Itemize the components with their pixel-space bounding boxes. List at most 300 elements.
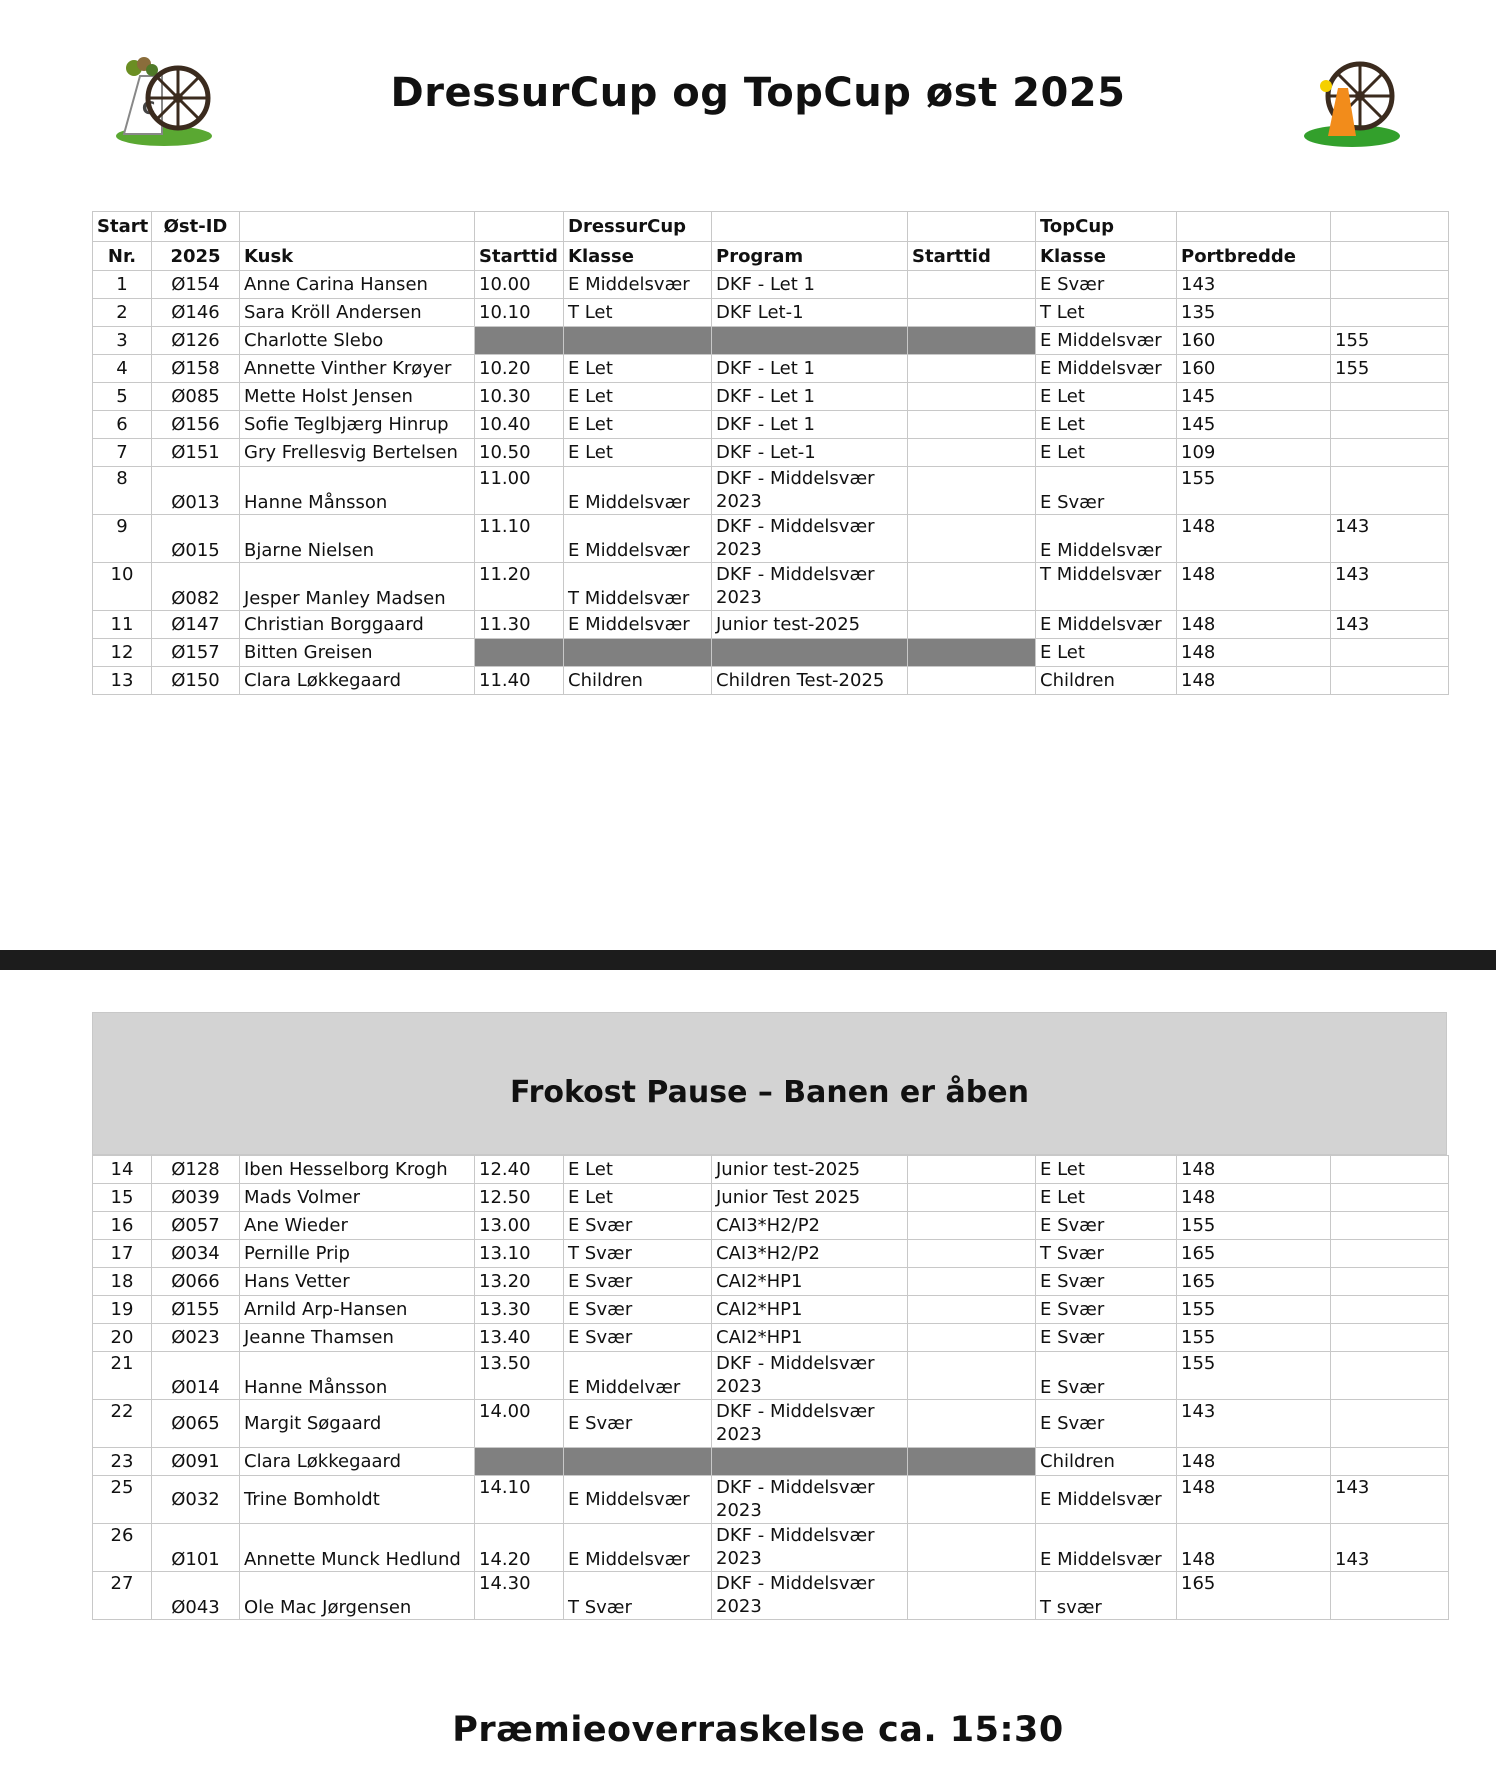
- top-class: E Let: [1036, 383, 1177, 411]
- start-number: 10: [93, 563, 152, 611]
- dressur-class: E Middelsvær: [564, 1524, 712, 1572]
- col-starttid-header: Starttid: [475, 242, 564, 271]
- top-start-time: [908, 563, 1036, 611]
- driver-name: Arnild Arp-Hansen: [240, 1296, 475, 1324]
- table-row: [93, 1572, 1449, 1620]
- gate-width-2: [1331, 1448, 1449, 1476]
- gate-width-2: [1331, 1572, 1449, 1620]
- gate-width: 143: [1177, 1400, 1331, 1448]
- start-time: 10.30: [475, 383, 564, 411]
- rider-id: Ø013: [152, 467, 240, 515]
- start-time: 11.40: [475, 667, 564, 695]
- col-dressur-klasse-header: Klasse: [564, 242, 712, 271]
- header-row: [93, 212, 1449, 242]
- gate-width-2: 155: [1331, 327, 1449, 355]
- gate-width: 155: [1177, 1212, 1331, 1240]
- dressur-class: E Let: [564, 1156, 712, 1184]
- driver-name: Clara Løkkegaard: [240, 667, 475, 695]
- table-row: [93, 1448, 1449, 1476]
- driver-name: Christian Borggaard: [240, 611, 475, 639]
- col-start-header: Start: [93, 212, 152, 242]
- gate-width-2: [1331, 1184, 1449, 1212]
- gate-width: 148: [1177, 1184, 1331, 1212]
- table-row: [93, 1240, 1449, 1268]
- top-start-time: [908, 1572, 1036, 1620]
- top-start-time: [908, 1268, 1036, 1296]
- program: CAI2*HP1: [712, 1324, 908, 1352]
- program: Junior test-2025: [712, 1156, 908, 1184]
- top-start-time: [908, 1352, 1036, 1400]
- dressur-class: E Svær: [564, 1324, 712, 1352]
- start-number: 27: [93, 1572, 152, 1620]
- driver-name: Hanne Månsson: [240, 1352, 475, 1400]
- gate-width-2: [1331, 639, 1449, 667]
- gate-width: 148: [1177, 1476, 1331, 1524]
- gate-width: 148: [1177, 611, 1331, 639]
- table-row: [93, 611, 1449, 639]
- top-start-time: [908, 467, 1036, 515]
- rider-id: Ø155: [152, 1296, 240, 1324]
- gate-width-2: [1331, 667, 1449, 695]
- prize-announcement: Præmieoverraskelse ca. 15:30: [452, 1710, 1064, 1750]
- top-class: Children: [1036, 667, 1177, 695]
- section-divider: [0, 950, 1496, 970]
- table-row: [93, 515, 1449, 563]
- start-time: [475, 1448, 564, 1476]
- driver-name: Gry Frellesvig Bertelsen: [240, 439, 475, 467]
- top-class: E Svær: [1036, 467, 1177, 515]
- driver-name: Mads Volmer: [240, 1184, 475, 1212]
- gate-width: 135: [1177, 299, 1331, 327]
- table-row: [93, 271, 1449, 299]
- driver-name: Annette Vinther Krøyer: [240, 355, 475, 383]
- col-starttid-top-header: Starttid: [908, 242, 1036, 271]
- table-row: [93, 1524, 1449, 1572]
- col-top-klasse-header: Klasse: [1036, 242, 1177, 271]
- top-class: T Middelsvær: [1036, 563, 1177, 611]
- gate-width-2: [1331, 271, 1449, 299]
- start-number: 12: [93, 639, 152, 667]
- start-time: 14.10: [475, 1476, 564, 1524]
- gate-width-2: [1331, 1352, 1449, 1400]
- gate-width: 155: [1177, 1296, 1331, 1324]
- start-number: 22: [93, 1400, 152, 1448]
- start-time: 13.00: [475, 1212, 564, 1240]
- top-start-time: [908, 639, 1036, 667]
- driver-name: Clara Løkkegaard: [240, 1448, 475, 1476]
- gate-width-2: [1331, 1212, 1449, 1240]
- table-row: [93, 1476, 1449, 1524]
- table-row: [93, 355, 1449, 383]
- dressur-class: [564, 1448, 712, 1476]
- top-class: E Middelsvær: [1036, 1524, 1177, 1572]
- gate-width: 155: [1177, 1352, 1331, 1400]
- driver-name: Anne Carina Hansen: [240, 271, 475, 299]
- rider-id: Ø147: [152, 611, 240, 639]
- start-time: 14.20: [475, 1524, 564, 1572]
- rider-id: Ø039: [152, 1184, 240, 1212]
- col-kusk-header: Kusk: [240, 242, 475, 271]
- rider-id: Ø082: [152, 563, 240, 611]
- top-class: E Let: [1036, 1156, 1177, 1184]
- top-class: T svær: [1036, 1572, 1177, 1620]
- start-time: 13.40: [475, 1324, 564, 1352]
- gate-width: 160: [1177, 327, 1331, 355]
- header-row: [93, 242, 1449, 271]
- start-number: 7: [93, 439, 152, 467]
- start-time: 10.10: [475, 299, 564, 327]
- dressur-class: Children: [564, 667, 712, 695]
- start-time: 11.00: [475, 467, 564, 515]
- program: CAI3*H2/P2: [712, 1240, 908, 1268]
- gate-width: 165: [1177, 1240, 1331, 1268]
- top-class: E Svær: [1036, 271, 1177, 299]
- rider-id: Ø015: [152, 515, 240, 563]
- driver-name: Bjarne Nielsen: [240, 515, 475, 563]
- gate-width-2: 155: [1331, 355, 1449, 383]
- program: DKF - Let 1: [712, 271, 908, 299]
- top-start-time: [908, 439, 1036, 467]
- top-class: T Svær: [1036, 1240, 1177, 1268]
- driver-name: Ane Wieder: [240, 1212, 475, 1240]
- top-start-time: [908, 299, 1036, 327]
- schedule-table-morning: [92, 211, 1449, 695]
- rider-id: Ø057: [152, 1212, 240, 1240]
- start-number: 1: [93, 271, 152, 299]
- start-time: 11.30: [475, 611, 564, 639]
- col-portbredde-header: Portbredde: [1177, 242, 1331, 271]
- gate-width: 145: [1177, 411, 1331, 439]
- page-title: DressurCup og TopCup øst 2025: [390, 70, 1126, 116]
- gate-width: 143: [1177, 271, 1331, 299]
- start-number: 20: [93, 1324, 152, 1352]
- gate-width-2: [1331, 411, 1449, 439]
- dressur-class: E Svær: [564, 1400, 712, 1448]
- start-time: 11.20: [475, 563, 564, 611]
- schedule-table-afternoon: [92, 1155, 1449, 1620]
- program: [712, 639, 908, 667]
- dressur-class: T Let: [564, 299, 712, 327]
- program: Junior test-2025: [712, 611, 908, 639]
- table-row: [93, 1400, 1449, 1448]
- top-class: E Let: [1036, 1184, 1177, 1212]
- rider-id: Ø151: [152, 439, 240, 467]
- program: [712, 327, 908, 355]
- dressur-class: T Svær: [564, 1572, 712, 1620]
- top-class: E Svær: [1036, 1212, 1177, 1240]
- rider-id: Ø043: [152, 1572, 240, 1620]
- start-time: 13.10: [475, 1240, 564, 1268]
- gate-width: 148: [1177, 639, 1331, 667]
- table-row: [93, 1352, 1449, 1400]
- gate-width: 155: [1177, 1324, 1331, 1352]
- start-number: 18: [93, 1268, 152, 1296]
- gate-width-2: [1331, 1156, 1449, 1184]
- gate-width: 109: [1177, 439, 1331, 467]
- top-class: E Middelsvær: [1036, 327, 1177, 355]
- start-time: 12.50: [475, 1184, 564, 1212]
- rider-id: Ø157: [152, 639, 240, 667]
- driver-name: Bitten Greisen: [240, 639, 475, 667]
- start-time: 10.20: [475, 355, 564, 383]
- table-row: [93, 1268, 1449, 1296]
- table-row: [93, 411, 1449, 439]
- table-row: [93, 667, 1449, 695]
- program: DKF - Middelsvær 2023: [712, 1400, 908, 1448]
- top-class: E Svær: [1036, 1324, 1177, 1352]
- col-id-header: 2025: [152, 242, 240, 271]
- program: DKF - Let 1: [712, 383, 908, 411]
- lunch-break-banner: [92, 1012, 1447, 1155]
- start-time: 12.40: [475, 1156, 564, 1184]
- driver-name: Sofie Teglbjærg Hinrup: [240, 411, 475, 439]
- program: DKF - Middelsvær 2023: [712, 563, 908, 611]
- gate-width: 148: [1177, 563, 1331, 611]
- start-number: 14: [93, 1156, 152, 1184]
- gate-width-2: [1331, 1324, 1449, 1352]
- top-start-time: [908, 1212, 1036, 1240]
- rider-id: Ø091: [152, 1448, 240, 1476]
- gate-width: 148: [1177, 1156, 1331, 1184]
- gate-width-2: 143: [1331, 563, 1449, 611]
- start-number: 16: [93, 1212, 152, 1240]
- top-start-time: [908, 271, 1036, 299]
- col-portbredde-2-header: [1331, 212, 1449, 242]
- start-time: [475, 327, 564, 355]
- driver-name: Iben Hesselborg Krogh: [240, 1156, 475, 1184]
- start-number: 3: [93, 327, 152, 355]
- dressur-class: E Let: [564, 383, 712, 411]
- start-number: 23: [93, 1448, 152, 1476]
- start-time: 14.00: [475, 1400, 564, 1448]
- start-time: 10.00: [475, 271, 564, 299]
- logo-letter: C: [142, 98, 156, 119]
- start-number: 4: [93, 355, 152, 383]
- dressur-class: T Middelsvær: [564, 563, 712, 611]
- dressur-class: E Let: [564, 411, 712, 439]
- top-class: T Let: [1036, 299, 1177, 327]
- program: DKF - Middelsvær 2023: [712, 1572, 908, 1620]
- dressur-class: E Let: [564, 355, 712, 383]
- gate-width-2: 143: [1331, 1524, 1449, 1572]
- top-class: E Middelsvær: [1036, 515, 1177, 563]
- gate-width: 148: [1177, 515, 1331, 563]
- program: CAI2*HP1: [712, 1268, 908, 1296]
- gate-width-2: 143: [1331, 611, 1449, 639]
- driver-name: Annette Munck Hedlund: [240, 1524, 475, 1572]
- gate-width-2: [1331, 439, 1449, 467]
- table-row: [93, 563, 1449, 611]
- dressur-class: E Svær: [564, 1268, 712, 1296]
- start-number: 9: [93, 515, 152, 563]
- carriage-wheel-orange-cone-logo: [1298, 48, 1406, 148]
- driver-name: Charlotte Slebo: [240, 327, 475, 355]
- driver-name: Pernille Prip: [240, 1240, 475, 1268]
- gate-width-2: [1331, 1240, 1449, 1268]
- top-class: E Svær: [1036, 1352, 1177, 1400]
- dressur-class: E Middelsvær: [564, 1476, 712, 1524]
- rider-id: Ø032: [152, 1476, 240, 1524]
- rider-id: Ø066: [152, 1268, 240, 1296]
- rider-id: Ø154: [152, 271, 240, 299]
- top-class: E Let: [1036, 639, 1177, 667]
- rider-id: Ø126: [152, 327, 240, 355]
- program: DKF - Let 1: [712, 411, 908, 439]
- dressur-class: [564, 639, 712, 667]
- program: [712, 1448, 908, 1476]
- start-time: 14.30: [475, 1572, 564, 1620]
- start-number: 26: [93, 1524, 152, 1572]
- gate-width: 145: [1177, 383, 1331, 411]
- gate-width-2: [1331, 467, 1449, 515]
- col-portbredde-header: [1177, 212, 1331, 242]
- top-start-time: [908, 667, 1036, 695]
- gate-width: 155: [1177, 467, 1331, 515]
- program: DKF - Middelsvær 2023: [712, 1524, 908, 1572]
- top-start-time: [908, 355, 1036, 383]
- top-class: E Middelsvær: [1036, 611, 1177, 639]
- table-row: [93, 327, 1449, 355]
- col-program-header: [712, 212, 908, 242]
- gate-width-2: [1331, 299, 1449, 327]
- start-time: 13.50: [475, 1352, 564, 1400]
- gate-width-2: 143: [1331, 515, 1449, 563]
- top-class: E Svær: [1036, 1400, 1177, 1448]
- start-time: 13.30: [475, 1296, 564, 1324]
- driver-name: Mette Holst Jensen: [240, 383, 475, 411]
- dressur-class: E Svær: [564, 1296, 712, 1324]
- table-row: [93, 383, 1449, 411]
- start-time: [475, 639, 564, 667]
- start-time: 10.50: [475, 439, 564, 467]
- dressur-class: E Svær: [564, 1212, 712, 1240]
- top-start-time: [908, 1524, 1036, 1572]
- start-number: 21: [93, 1352, 152, 1400]
- top-start-time: [908, 1296, 1036, 1324]
- gate-width-2: 143: [1331, 1476, 1449, 1524]
- dressur-class: E Middelsvær: [564, 271, 712, 299]
- top-start-time: [908, 327, 1036, 355]
- top-class: E Middelsvær: [1036, 355, 1177, 383]
- start-number: 13: [93, 667, 152, 695]
- col-starttid-top-header: [908, 212, 1036, 242]
- top-start-time: [908, 1400, 1036, 1448]
- table-row: [93, 467, 1449, 515]
- driver-name: Margit Søgaard: [240, 1400, 475, 1448]
- col-starttid-header: [475, 212, 564, 242]
- col-program-header: Program: [712, 242, 908, 271]
- start-number: 11: [93, 611, 152, 639]
- driver-name: Hans Vetter: [240, 1268, 475, 1296]
- top-class: E Svær: [1036, 1268, 1177, 1296]
- rider-id: Ø150: [152, 667, 240, 695]
- program: DKF - Let 1: [712, 355, 908, 383]
- top-start-time: [908, 611, 1036, 639]
- top-class: E Let: [1036, 439, 1177, 467]
- program: Children Test-2025: [712, 667, 908, 695]
- col-kusk-header: [240, 212, 475, 242]
- dressur-class: E Middelsvær: [564, 515, 712, 563]
- start-time: 10.40: [475, 411, 564, 439]
- program: DKF - Middelsvær 2023: [712, 1352, 908, 1400]
- start-number: 8: [93, 467, 152, 515]
- dressur-class: T Svær: [564, 1240, 712, 1268]
- driver-name: Trine Bomholdt: [240, 1476, 475, 1524]
- driver-name: Jesper Manley Madsen: [240, 563, 475, 611]
- top-start-time: [908, 1448, 1036, 1476]
- table-row: [93, 439, 1449, 467]
- top-class: E Svær: [1036, 1296, 1177, 1324]
- dressur-class: E Let: [564, 439, 712, 467]
- program: DKF Let-1: [712, 299, 908, 327]
- top-start-time: [908, 1184, 1036, 1212]
- program: DKF - Middelsvær 2023: [712, 467, 908, 515]
- gate-width-2: [1331, 383, 1449, 411]
- col-top-klasse-header: TopCup: [1036, 212, 1177, 242]
- rider-id: Ø085: [152, 383, 240, 411]
- program: CAI3*H2/P2: [712, 1212, 908, 1240]
- gate-width: 165: [1177, 1572, 1331, 1620]
- rider-id: Ø156: [152, 411, 240, 439]
- table-row: [93, 1296, 1449, 1324]
- top-start-time: [908, 515, 1036, 563]
- col-id-header: Øst-ID: [152, 212, 240, 242]
- driver-name: Ole Mac Jørgensen: [240, 1572, 475, 1620]
- start-number: 2: [93, 299, 152, 327]
- table-row: [93, 1184, 1449, 1212]
- program: DKF - Middelsvær 2023: [712, 1476, 908, 1524]
- gate-width-2: [1331, 1400, 1449, 1448]
- table-row: [93, 639, 1449, 667]
- start-number: 19: [93, 1296, 152, 1324]
- dressur-class: [564, 327, 712, 355]
- start-number: 15: [93, 1184, 152, 1212]
- rider-id: Ø034: [152, 1240, 240, 1268]
- start-number: 5: [93, 383, 152, 411]
- start-time: 13.20: [475, 1268, 564, 1296]
- program: DKF - Middelsvær 2023: [712, 515, 908, 563]
- program: DKF - Let-1: [712, 439, 908, 467]
- gate-width: 165: [1177, 1268, 1331, 1296]
- gate-width-2: [1331, 1268, 1449, 1296]
- gate-width: 160: [1177, 355, 1331, 383]
- col-portbredde-2-header: [1331, 242, 1449, 271]
- dressur-class: E Let: [564, 1184, 712, 1212]
- rider-id: Ø158: [152, 355, 240, 383]
- dressur-class: E Middelsvær: [564, 467, 712, 515]
- table-row: [93, 299, 1449, 327]
- rider-id: Ø065: [152, 1400, 240, 1448]
- dressur-class: E Middelsvær: [564, 611, 712, 639]
- start-time: 11.10: [475, 515, 564, 563]
- rider-id: Ø014: [152, 1352, 240, 1400]
- rider-id: Ø128: [152, 1156, 240, 1184]
- top-class: E Let: [1036, 411, 1177, 439]
- table-row: [93, 1324, 1449, 1352]
- top-class: Children: [1036, 1448, 1177, 1476]
- lunch-break-title: Frokost Pause – Banen er åben: [510, 1075, 1029, 1110]
- driver-name: Sara Kröll Andersen: [240, 299, 475, 327]
- top-start-time: [908, 1240, 1036, 1268]
- top-start-time: [908, 383, 1036, 411]
- start-number: 6: [93, 411, 152, 439]
- top-start-time: [908, 1156, 1036, 1184]
- driver-name: Jeanne Thamsen: [240, 1324, 475, 1352]
- dressur-class: E Middelvær: [564, 1352, 712, 1400]
- gate-width: 148: [1177, 1448, 1331, 1476]
- table-row: [93, 1156, 1449, 1184]
- top-start-time: [908, 1324, 1036, 1352]
